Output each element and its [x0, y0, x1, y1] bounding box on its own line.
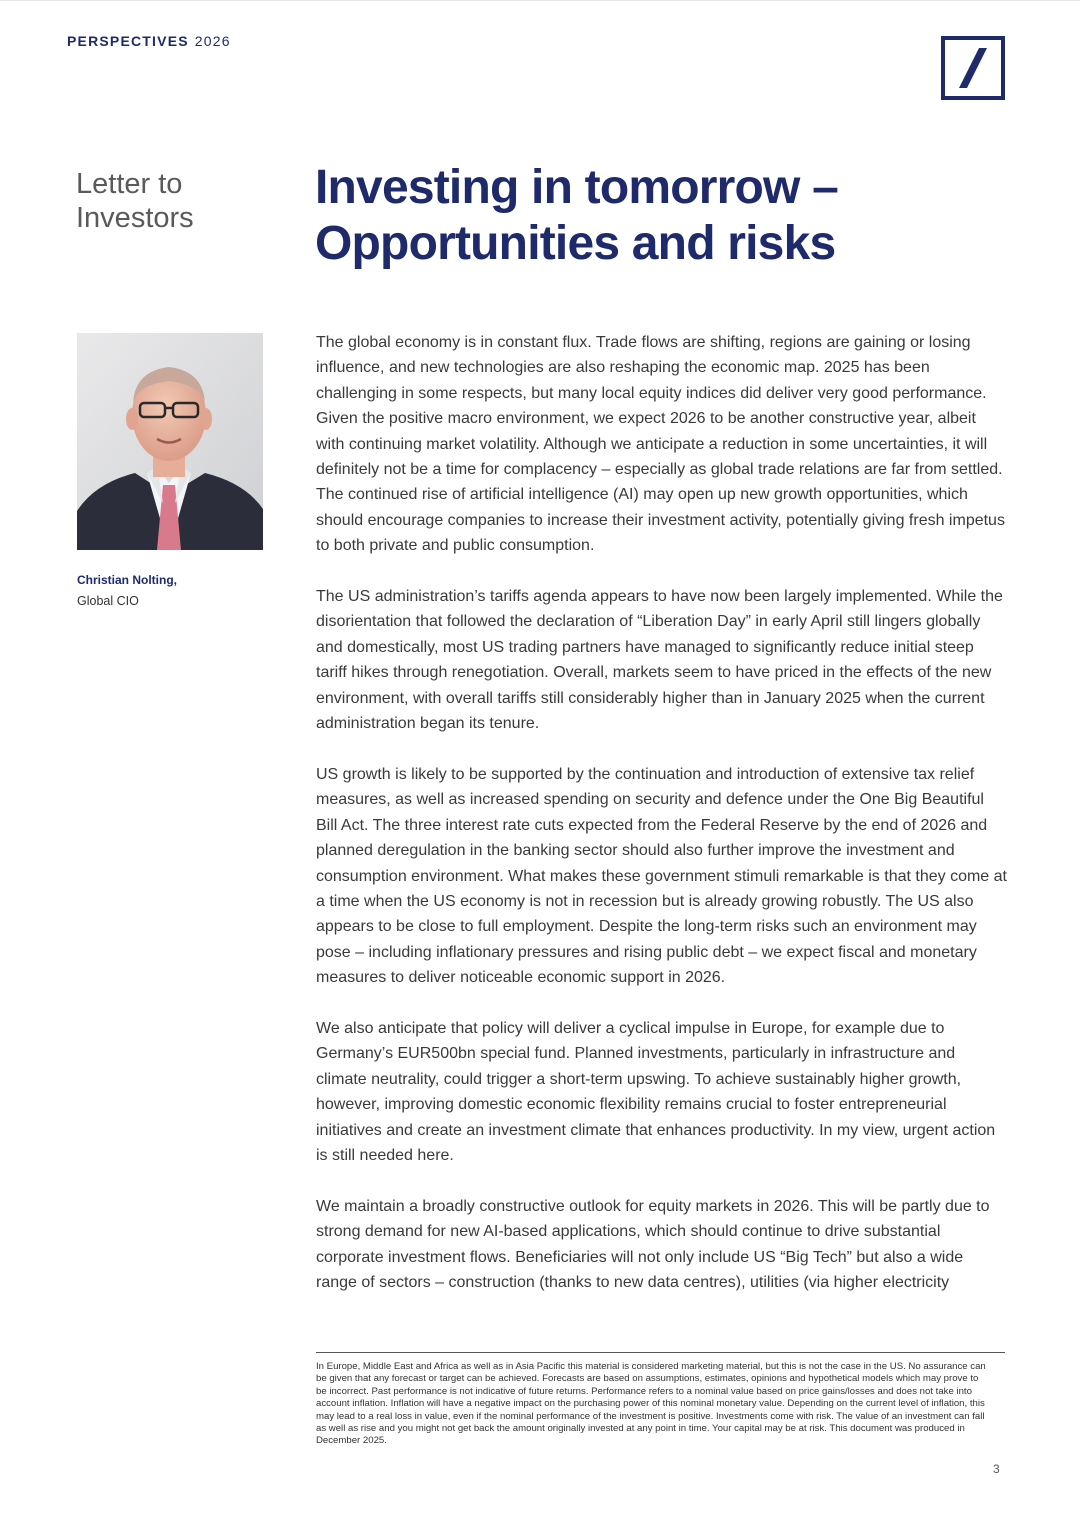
top-divider [0, 0, 1080, 1]
section-label-line-1: Letter to [76, 168, 183, 200]
paragraph: The US administration’s tariffs agenda appears to have now been largely implemented. While the disorientation that followed the declaration of “Liberation Day” in early April still lingers globally and domestically, most US trading partners have managed to significantly reduce initial steep tariff hikes through renegotiation. Overall, markets seem to have priced in the effects of the new environment, with overall tariffs still considerably higher than in January 2025 when the current administration began its tenure. [316, 588, 1003, 733]
author-portrait [77, 333, 263, 550]
publication-name: PERSPECTIVES [67, 33, 189, 49]
paragraph: US growth is likely to be supported by the continuation and introduction of extensive tax relief measures, as well as increased spending on security and defence under the One Big Beautiful Bill Act. The three interest rate cuts expected from the Federal Reserve by the end of 2026 and planned deregulation in the banking sector should also further improve the investment and consumption environment. What makes these government stimuli remarkable is that they come at a time when the US economy is not in recession but is already growing robustly. The US also appears to be close to full employment. Despite the long-term risks such an environment may pose – including inflationary pressures and rising public debt – we expect fiscal and monetary measures to deliver noticeable economic support in 2026. [316, 765, 1007, 987]
page-number: 3 [993, 1462, 1000, 1476]
page-title-line-2: Opportunities and risks [315, 217, 836, 270]
paragraph: The global economy is in constant flux. Trade flows are shifting, regions are gaining or losing influence, and new technologies are also reshaping the economic map. 2025 has been challenging in some respects, but many local equity indices did deliver very good performance. Given the positive macro environment, we expect 2026 to be another constructive year, albeit with continuing market volatility. Although we anticipate a reduction in some uncertainties, it will definitely not be a time for complacency – especially as global trade relations are far from settled. The continued rise of artificial intelligence (AI) may open up new growth opportunities, which should encourage companies to increase their investment activity, potentially giving fresh impetus to both private and public consumption. [316, 334, 1005, 555]
publication-year: 2026 [194, 33, 231, 49]
disclaimer-footnote: In Europe, Middle East and Africa as well as in Asia Pacific this material is considered marketing material, but this is not the case in the US. No assurance can be given that any forecast or target can be achieved. Forecasts are based on assumptions, estimates, opinions and hypothetical models which may prove to be incorrect. Past performance is not indicative of future returns. Performance refers to a nominal value based on price gains/losses and does not take into account inflation. Inflation will have a negative impact on the purchasing power of this nominal monetary value. Depending on the current level of inflation, this may lead to a real loss in value, even if the nominal performance of the investment is positive. Investments come with risk. The value of an investment can fall as well as rise and you might not get back the amount originally invested at any point in time. Your capital may be at risk. This document was produced in December 2025. [316, 1361, 986, 1447]
author-title: Global CIO [77, 594, 139, 608]
paragraph: We maintain a broadly constructive outlook for equity markets in 2026. This will be partly due to strong demand for new AI-based applications, which should continue to drive substantial corporate investment flows. Beneficiaries will not only include US “Big Tech” but also a wide range of sectors – construction (thanks to new data centres), utilities (via higher electricity [316, 1197, 990, 1291]
section-label-line-2: Investors [76, 202, 194, 234]
section-label [76, 167, 194, 235]
paragraph: We also anticipate that policy will deliver a cyclical impulse in Europe, for example due to Germany’s EUR500bn special fund. Planned investments, particularly in infrastructure and climate neutrality, could trigger a short-term upswing. To achieve sustainably higher growth, however, improving domestic economic flexibility remains crucial to foster entrepreneurial initiatives and create an investment climate that enhances productivity. In my view, urgent action is still needed here. [316, 1019, 996, 1164]
letter-body [316, 330, 1008, 1295]
author-name: Christian Nolting, [77, 573, 177, 587]
page-title-line-1: Investing in tomorrow – [315, 161, 838, 214]
deutsche-bank-logo-icon [941, 36, 1005, 100]
page-header [67, 33, 231, 49]
footnote-divider [316, 1352, 1005, 1353]
page-title [315, 160, 1015, 272]
